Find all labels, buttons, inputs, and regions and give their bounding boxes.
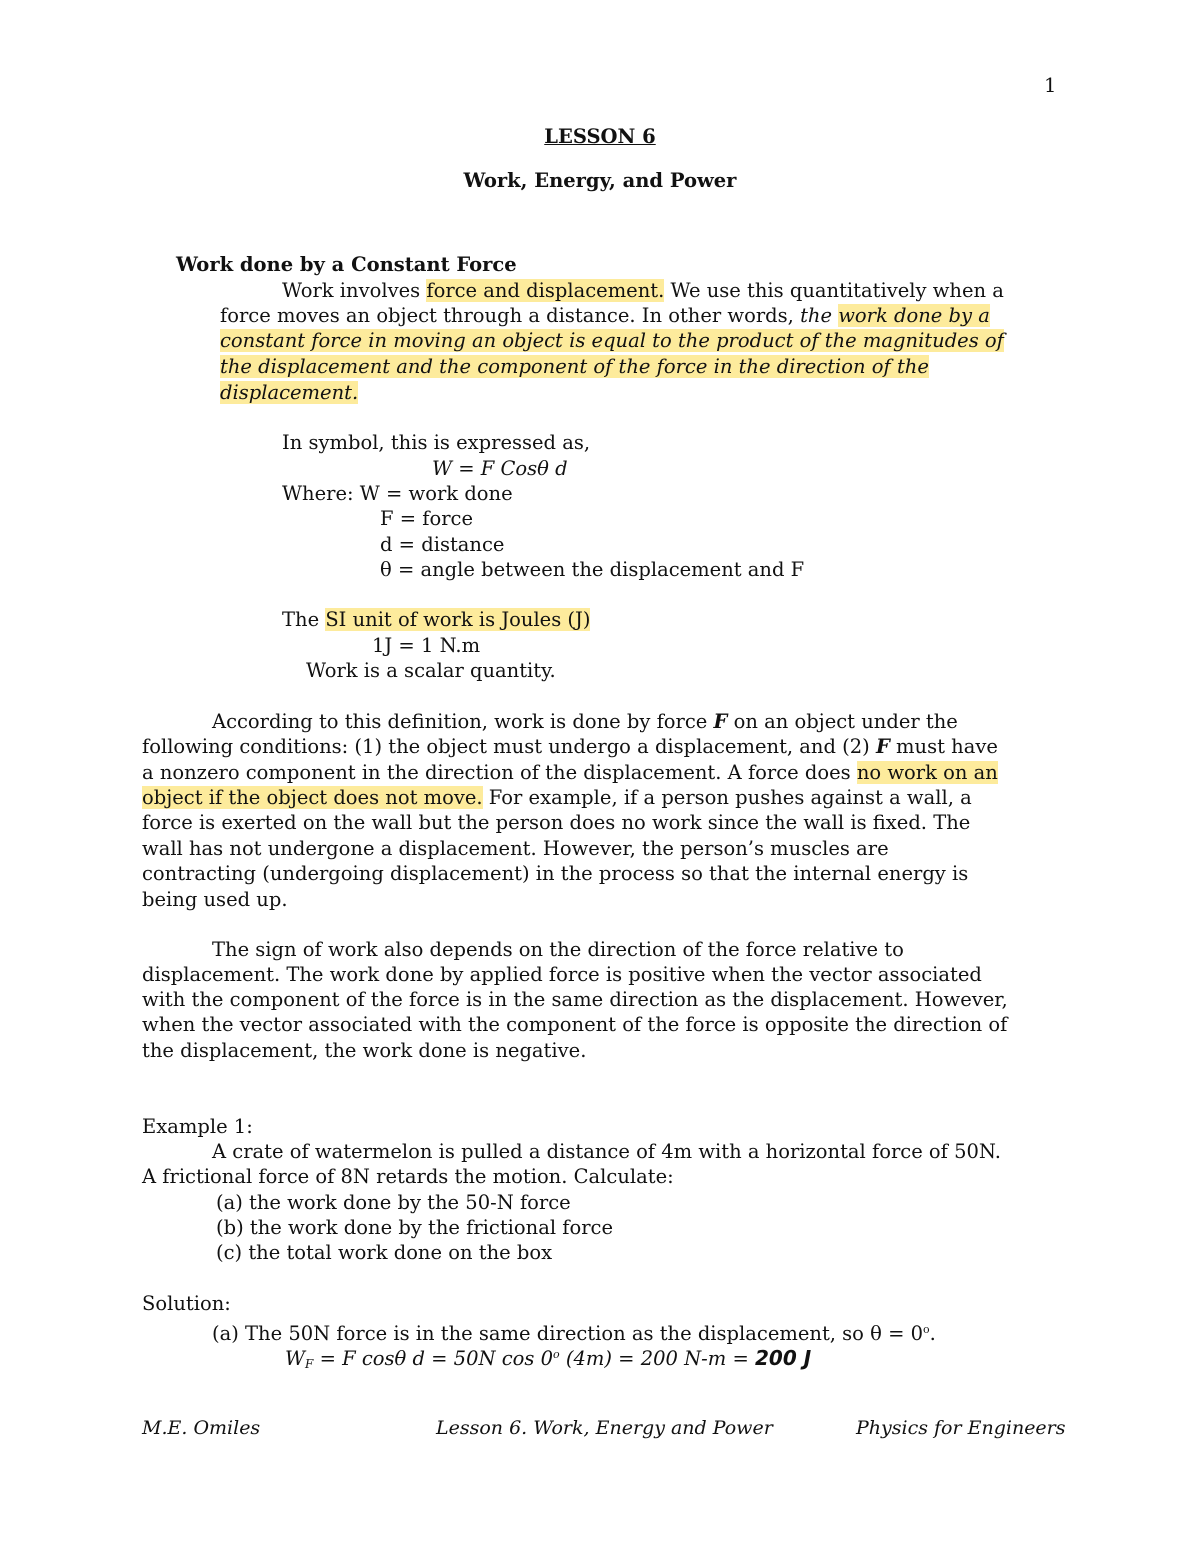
paragraph-line: wall has not undergone a displacement. However, the person’s muscles are [142,837,889,860]
example-item-b: (b) the work done by the frictional force [216,1216,614,1239]
text: on an object under the [727,710,958,733]
paragraph-line [212,709,958,734]
example-item-a: (a) the work done by the 50-N force [216,1191,571,1214]
text: For example, if a person pushes against a wall, a [482,786,972,809]
example-line: A frictional force of 8N retards the motion. Calculate: [142,1165,674,1188]
paragraph-line [220,354,929,379]
highlighted-text: the displacement and the component of the force in the direction of the [220,355,929,378]
where-line: Where: W = work done [282,482,513,505]
paragraph-line: contracting (undergoing displacement) in the process so that the internal energy is [142,862,969,885]
subscript: F [305,1357,314,1371]
text: F [713,710,728,733]
text: The [282,608,326,631]
definition-d: d = distance [380,533,505,556]
highlighted-text: no work on an [856,761,998,784]
lesson-title: LESSON 6 [544,125,656,148]
joule-equation: 1J = 1 N.m [372,634,481,657]
paragraph-line [282,278,1004,303]
lesson-subtitle: Work, Energy, and Power [463,169,737,192]
text: (4m) = 200 N-m = [559,1347,755,1370]
paragraph-line: displacement. The work done by applied force is positive when the vector associated [142,963,982,986]
text: = F cosθ d = 50N cos 0 [313,1347,554,1370]
text: According to this definition, work is done by force [212,710,714,733]
text: F [875,735,890,758]
highlighted-text: object if the object does not move. [142,786,483,809]
text: We use this quantitatively when a [664,279,1004,302]
paragraph-line [142,734,998,759]
paragraph-line [142,785,972,810]
highlighted-text: force and displacement. [426,279,665,302]
example-line: A crate of watermelon is pulled a distance of 4m with a horizontal force of 50N. [212,1140,1001,1163]
footer-lesson: Lesson 6. Work, Energy and Power [436,1417,773,1439]
text: W [285,1347,306,1370]
definition-f: F = force [380,507,474,530]
text: . [929,1322,936,1345]
text: following conditions: (1) the object must undergo a displacement, and (2) [142,735,876,758]
paragraph-line: The sign of work also depends on the direction of the force relative to [212,938,904,961]
highlighted-text: displacement. [220,381,359,404]
paragraph-line: being used up. [142,888,288,911]
paragraph-line [142,760,998,785]
symbol-intro: In symbol, this is expressed as, [282,431,591,454]
answer: 200 J [754,1346,812,1370]
text: force moves an object through a distance. In other words, [220,304,801,327]
text: Work involves [282,279,427,302]
footer-author: M.E. Omiles [142,1417,261,1439]
text: (a) The 50N force is in the same direction as the displacement, so θ = 0 [212,1322,924,1345]
scalar-note: Work is a scalar quantity. [306,659,556,682]
degree-mark: o [923,1323,930,1336]
solution-equation [285,1342,811,1377]
text: a nonzero component in the direction of the displacement. A force does [142,761,857,784]
text: the [800,304,839,327]
formula: W = F Cosθ d [432,457,568,480]
definition-theta: θ = angle between the displacement and F [380,558,805,581]
highlighted-text: work done by a [838,304,990,327]
highlighted-text: constant force in moving an object is equal to the product of the magnitudes of [220,329,1004,352]
example-item-c: (c) the total work done on the box [216,1241,553,1264]
paragraph-line: force is exerted on the wall but the person does no work since the wall is fixed. The [142,811,971,834]
highlighted-text: SI unit of work is Joules (J) [325,608,591,631]
si-unit-line [282,607,590,632]
section-heading: Work done by a Constant Force [176,253,517,276]
example-label: Example 1: [142,1115,253,1138]
footer-course: Physics for Engineers [856,1417,1066,1439]
paragraph-line: when the vector associated with the component of the force is opposite the direction of [142,1013,1008,1036]
paragraph-line: with the component of the force is in the same direction as the displacement. However, [142,988,1008,1011]
paragraph-line: the displacement, the work done is negative. [142,1039,587,1062]
paragraph-line [220,380,358,405]
paragraph-line [220,328,1004,353]
solution-label: Solution: [142,1292,231,1315]
page-number: 1 [1044,74,1057,97]
text: must have [889,735,998,758]
degree-mark: o [553,1348,560,1361]
paragraph-line [220,303,990,328]
